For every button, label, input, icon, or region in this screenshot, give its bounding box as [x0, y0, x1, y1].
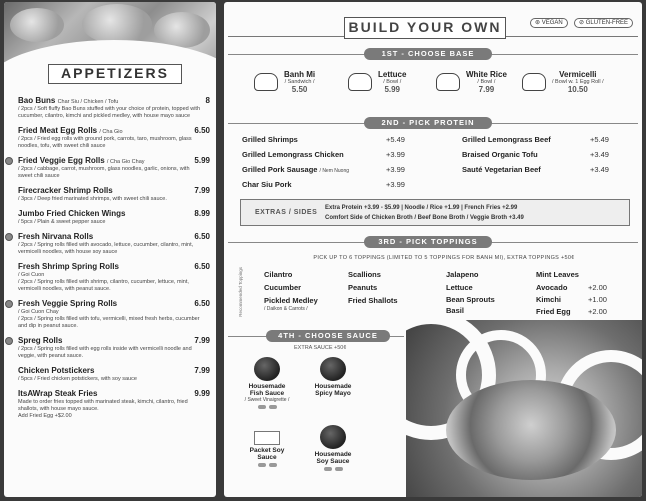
recommended-toppings-label: Recommended Toppings — [238, 267, 243, 317]
sauce-name: Packet Soy Sauce — [249, 447, 285, 461]
appetizer-name: Chicken Potstickers — [18, 366, 95, 375]
vegan-badge: ⊛ VEGAN — [530, 18, 568, 28]
topping-item: Fried Shallots — [348, 296, 398, 305]
topping-item: Cucumber — [264, 283, 302, 292]
base-price: 5.99 — [384, 85, 401, 94]
appetizer-desc: / Goi Cuon Chay / 2pcs / Spring rolls filled with tofu, vermicelli, mixed fresh herbs, cucumber and dip in peanut sauce. — [18, 309, 200, 329]
appetizer-tag: Char Siu / Chicken / Tofu — [57, 99, 119, 105]
protein-price: +3.99 — [386, 150, 405, 159]
appetizer-price: 7.99 — [194, 336, 210, 345]
appetizer-name: Bao Buns Char Siu / Chicken / Tofu — [18, 96, 119, 105]
sauce-packet-soy — [242, 427, 292, 467]
appetizer-price: 6.50 — [194, 126, 210, 135]
vegan-icon — [5, 157, 13, 165]
sauce-bowl-icon — [320, 357, 346, 381]
sauce-packet-icon — [254, 431, 280, 445]
base-white-rice — [436, 70, 507, 94]
appetizer-desc: / 2pcs / Soft fluffy Bao Buns stuffed with your choice of protein, topped with cucumber, cilantro, kimchi and pickled medley, with house mayo sauce — [18, 106, 201, 119]
appetizer-tag: / Cha Gio — [99, 129, 123, 135]
build-your-own-panel — [224, 2, 642, 497]
topping-item: Peanuts — [348, 283, 378, 292]
appetizer-item — [18, 126, 210, 150]
vegan-icon — [5, 300, 13, 308]
appetizer-item — [18, 96, 210, 120]
base-sub: / Bowl / — [477, 79, 496, 85]
appetizer-price: 6.50 — [194, 232, 210, 241]
appetizer-desc: / 5pcs / Fried chicken potstickers, with soy sauce — [18, 376, 137, 382]
sauce-bowl-icon — [254, 357, 280, 381]
noodle-bowl-icon — [522, 73, 546, 91]
protein-price: +3.99 — [386, 165, 405, 174]
topping-item: Lettuce — [446, 283, 473, 292]
topping-item: Bean Sprouts — [446, 295, 495, 304]
build-title: BUILD YOUR OWN — [344, 17, 506, 39]
appetizer-desc: / 2pcs / cabbage, carrot, mushroom, glass noodles, garlic, onions, with sweet chili sauce — [18, 166, 190, 179]
appetizer-price: 8.99 — [194, 209, 210, 218]
appetizer-desc: / 3pcs / Deep fried marinated shrimps, with sweet chili sauce. — [18, 196, 167, 202]
base-lettuce — [348, 70, 406, 94]
protein-item: Grilled Shrimps — [242, 135, 298, 144]
appetizer-item — [18, 299, 210, 330]
topping-price: +1.00 — [588, 295, 607, 304]
appetizer-price: 9.99 — [194, 389, 210, 398]
appetizer-name: Fried Meat Egg Rolls / Cha Gio — [18, 126, 123, 135]
base-sub: / Sandwich / — [284, 79, 315, 85]
bowl-icon — [348, 73, 372, 91]
toppings-note: PICK UP TO 6 TOPPINGS (LIMITED TO 5 TOPPINGS FOR BANH MI), EXTRA TOPPINGS +50¢ — [313, 255, 575, 261]
topping-item: Jalapeno — [446, 270, 479, 279]
topping-item: Avocado — [536, 283, 568, 292]
appetizer-price: 7.99 — [194, 186, 210, 195]
appetizer-price: 6.50 — [194, 299, 210, 308]
appetizer-price: 8 — [205, 96, 210, 105]
topping-item: Fried Egg — [536, 307, 571, 316]
topping-item: Cilantro — [264, 270, 293, 279]
appetizer-desc: / Goi Cuon / 2pcs / Spring rolls filled with shrimp, cilantro, cucumber, lettuce, mint, vermicelli noodles, with peanut sauce. — [18, 272, 189, 292]
appetizer-name: Jumbo Fried Chicken Wings — [18, 209, 126, 218]
appetizer-name: ItsAWrap Steak Fries — [18, 389, 98, 398]
topping-item: Pickled Medley — [264, 296, 318, 305]
protein-item: Sauté Vegetarian Beef — [462, 165, 541, 174]
sauce-name: Housemade Soy Sauce — [314, 451, 352, 465]
appetizer-item — [18, 156, 210, 180]
base-name: White Rice — [466, 70, 507, 79]
extras-line-2: Comfort Side of Chicken Broth / Beef Bone Broth / Veggie Broth +3.49 — [325, 215, 524, 221]
appetizer-tag: / Cha Gio Chay — [106, 159, 145, 165]
gluten-free-badge: ⊘ GLUTEN-FREE — [574, 18, 633, 28]
sauce-bowl-icon — [320, 425, 346, 449]
noodle-bowl-photo — [406, 320, 642, 497]
sandwich-icon — [254, 73, 278, 91]
topping-item: Scallions — [348, 270, 381, 279]
appetizer-item — [18, 366, 210, 383]
protein-item: Char Siu Pork — [242, 180, 292, 189]
gluten-free-icon — [269, 405, 277, 409]
base-sub: / Bowl w. 1 Egg Roll / — [552, 79, 604, 85]
appetizer-item — [18, 336, 210, 360]
topping-item: Basil — [446, 306, 464, 315]
gluten-free-icon — [269, 463, 277, 467]
base-name: Vermicelli — [559, 70, 597, 79]
appetizer-item — [18, 232, 210, 256]
protein-price: +3.99 — [386, 180, 405, 189]
sauce-fish — [242, 357, 292, 409]
appetizer-name: Fried Veggie Egg Rolls / Cha Gio Chay — [18, 156, 145, 165]
vegan-icon — [5, 233, 13, 241]
appetizer-list — [18, 96, 210, 426]
appetizer-price: 5.99 — [194, 156, 210, 165]
appetizer-item — [18, 209, 210, 226]
base-vermicelli — [522, 70, 604, 94]
protein-price: +3.49 — [590, 165, 609, 174]
base-name: Lettuce — [378, 70, 407, 79]
base-price: 7.99 — [478, 85, 495, 94]
appetizers-title: APPETIZERS — [48, 64, 182, 84]
appetizer-name: Firecracker Shrimp Rolls — [18, 186, 113, 195]
sauce-name: Housemade Spicy Mayo — [314, 383, 352, 397]
topping-item: Mint Leaves — [536, 270, 579, 279]
gluten-free-icon — [335, 467, 343, 471]
appetizer-name: Fresh Nirvana Rolls — [18, 232, 94, 241]
sauce-note: EXTRA SAUCE +50¢ — [294, 345, 347, 351]
base-price: 5.50 — [291, 85, 308, 94]
step2-label: 2ND - PICK PROTEIN — [364, 117, 492, 129]
sauce-name: Housemade Fish Sauce — [248, 383, 286, 397]
vegan-icon — [258, 463, 266, 467]
sauce-sub: / Sweet Vinaigrette / — [244, 397, 290, 403]
appetizer-price: 7.99 — [194, 366, 210, 375]
appetizer-desc: / 5pcs / Plain & sweet pepper sauce — [18, 219, 106, 225]
vegan-icon — [324, 467, 332, 471]
appetizer-item — [18, 262, 210, 293]
extras-sides-box — [240, 199, 630, 226]
base-price: 10.50 — [567, 85, 588, 94]
topping-price: +2.00 — [588, 307, 607, 316]
protein-item: Grilled Lemongrass Beef — [462, 135, 551, 144]
appetizer-name: Spreg Rolls — [18, 336, 63, 345]
topping-price: +2.00 — [588, 283, 607, 292]
base-sub: / Bowl / — [383, 79, 402, 85]
topping-item: Kimchi — [536, 295, 562, 304]
appetizer-desc: / 2pcs / Spring rolls filled with egg rolls inside with vermicelli noodle and veggie, with peanut sauce. — [18, 346, 192, 359]
appetizer-item — [18, 186, 210, 203]
topping-sub: / Daikon & Carrots / — [264, 306, 308, 312]
appetizer-desc: / 2pcs / Fried egg rolls with ground pork, carrots, taro, mushroom, glass noodles, tofu, with sweet chili sauce — [18, 136, 192, 149]
protein-price: +3.49 — [590, 150, 609, 159]
appetizer-price: 6.50 — [194, 262, 210, 271]
vegan-icon — [258, 405, 266, 409]
vegan-icon — [5, 337, 13, 345]
extras-line-1: Extra Protein +3.99 - $5.99 | Noodle / Rice +1.99 | French Fries +2.99 — [325, 205, 518, 211]
appetizer-desc: Made to order fries topped with marinated steak, kimchi, cilantro, fried shallots, with house mayo sauce. Add Fried Egg +$2.00 — [18, 399, 188, 419]
step1-label: 1ST - CHOOSE BASE — [364, 48, 492, 60]
base-banh-mi — [254, 70, 315, 94]
rice-bowl-icon — [436, 73, 460, 91]
appetizer-desc: / 2pcs / Spring rolls filled with avocado, lettuce, cucumber, cilantro, mint, vermicelli noodles, with house soy sauce — [18, 242, 194, 255]
sauce-housemade-soy — [308, 425, 358, 471]
appetizers-panel — [4, 2, 216, 497]
appetizer-name: Fresh Shrimp Spring Rolls — [18, 262, 119, 271]
appetizer-item — [18, 389, 210, 420]
protein-item: Grilled Pork Sausage / Nem Nuong — [242, 165, 350, 174]
appetizer-name: Fresh Veggie Spring Rolls — [18, 299, 118, 308]
step3-label: 3RD - PICK TOPPINGS — [364, 236, 492, 248]
protein-item: Braised Organic Tofu — [462, 150, 538, 159]
extras-label: EXTRAS / SIDES — [255, 209, 318, 216]
protein-price: +5.49 — [590, 135, 609, 144]
base-name: Banh Mi — [284, 70, 316, 79]
sauce-spicy-mayo — [308, 357, 358, 397]
protein-price: +5.49 — [386, 135, 405, 144]
step4-label: 4TH - CHOOSE SAUCE — [266, 330, 390, 342]
protein-item: Grilled Lemongrass Chicken — [242, 150, 344, 159]
